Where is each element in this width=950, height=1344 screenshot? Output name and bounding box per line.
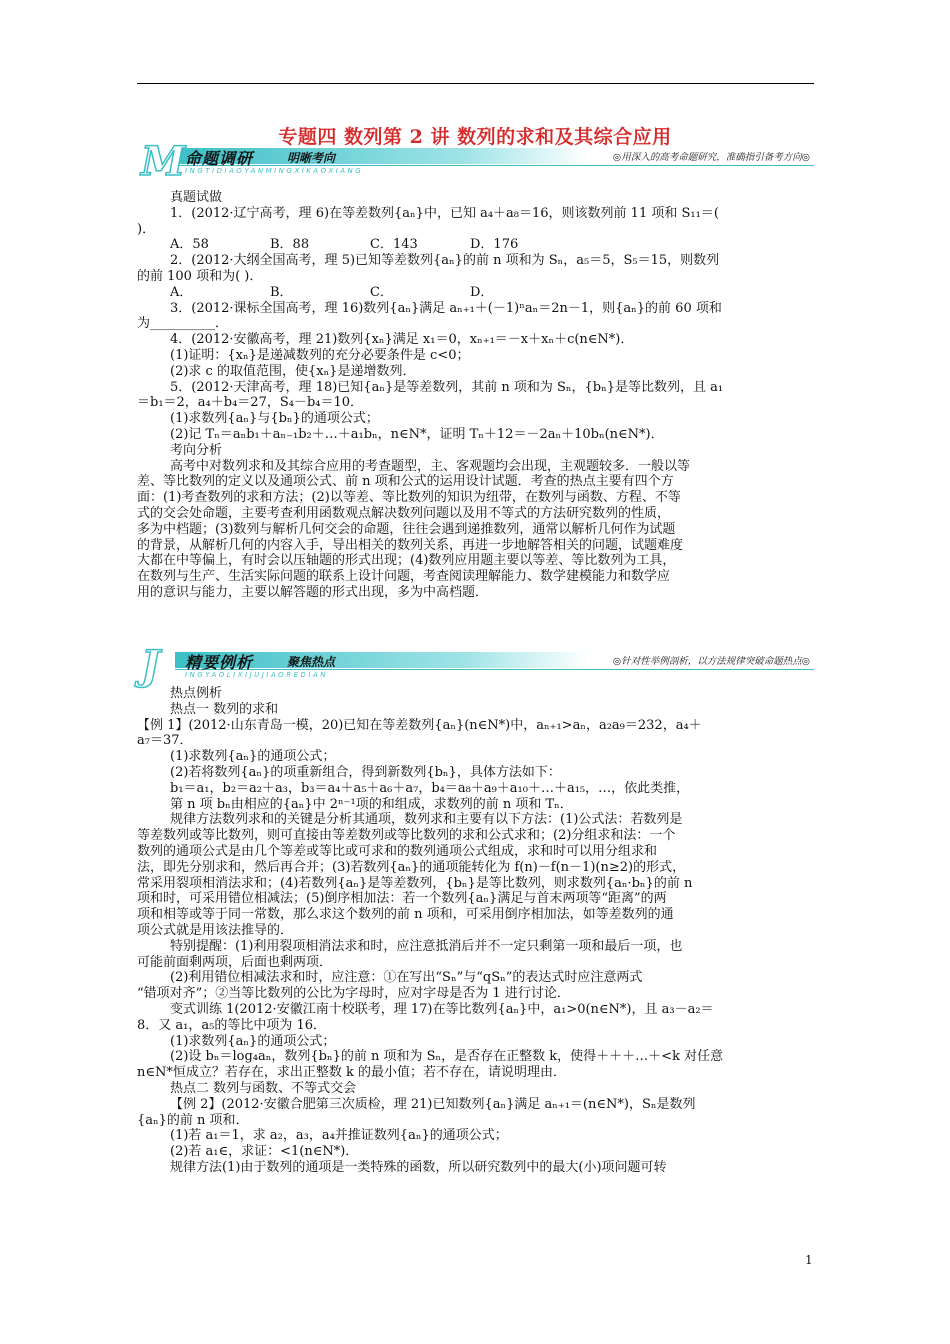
text-line: 3．(2012·课标全国高考，理 16)数列{aₙ}满足 aₙ₊₁＋(－1)ⁿaₙ＝2n－1，则{aₙ}的前 60 项和 [170,300,722,316]
text-line: (2)若 a₁∈，求证：<1(n∈N*)． [170,1144,359,1160]
banner-letter: J [141,642,160,689]
text-line: (2)记 Tₙ＝aₙb₁＋aₙ₋₁b₂＋…＋a₁bₙ，n∈N*，证明 Tₙ＋12＝－2aₙ＋10bₙ(n∈N*)． [170,426,664,442]
text-line: 真题试做 [170,190,223,205]
text-line: (2)求 c 的取值范围，使{xₙ}是递增数列． [170,363,416,379]
banner-underline [175,669,814,670]
text-line: 等差数列或等比数列，则可直接由等差数列或等比数列的求和公式求和；(2)分组求和法：一个 [137,828,676,844]
option-b: B． [270,284,293,300]
text-line: (1)求数列{aₙ}与{bₙ}的通项公式； [170,411,379,427]
text-line: 项和时，可采用错位相减法；(5)倒序相加法：若一个数列{aₙ}满足与首末两项等“距离”的两 [137,891,667,907]
text-line: 用的意识与能力，主要以解答题的形式出现，多为中高档题． [137,584,489,600]
text-line: 差、等比数列的定义以及通项公式、前 n 项和公式的运用设计试题．考查的热点主要有四个方 [137,474,674,490]
text-line: 高考中对数列求和及其综合应用的考查题型，主、客观题均会出现，主观题较多．一般以等 [170,458,691,474]
text-line: 热点例析 [170,686,223,701]
text-line: 多为中档题；(3)数列与解析几何交会的命题，往往会遇到递推数列，通常以解析几何作为试题 [137,521,676,537]
text-line: {aₙ}的前 n 项和． [137,1112,249,1128]
banner-letter: M [141,138,186,185]
text-line: ＝b₁＝2，a₄＋b₄＝27，S₄－b₄＝10． [137,395,364,411]
banner-underline [175,165,814,166]
header-rule [137,83,814,84]
text-line: (1)若 a₁＝1，求 a₂，a₃，a₄并推证数列{aₙ}的通项公式； [170,1128,508,1144]
banner-name: 精要例析 [185,653,254,672]
text-line: 2．(2012·大纲全国高考，理 5)已知等差数列{aₙ}的前 n 项和为 Sₙ，a₅＝5，S₅＝15，则数列 [170,253,720,269]
text-line: (1)求数列{aₙ}的通项公式； [170,749,336,765]
text-line: 变式训练 1(2012·安徽江南十校联考，理 17)在等比数列{aₙ}中，a₁>0(n∈N*)，且 a₃－a₂＝ [170,1001,714,1017]
text-line: (1)求数列{aₙ}的通项公式； [170,1033,336,1049]
page-title: 专题四 数列第 2 讲 数列的求和及其综合应用 [278,126,672,148]
option-a: A． [170,284,193,300]
option-d: D．176 [470,237,519,253]
page-number: 1 [805,1253,813,1267]
text-line: (2)利用错位相减法求和时，应注意：①在写出“Sₙ”与“qSₙ”的表达式时应注意两式 [170,970,643,986]
text-line: 的背景，从解析几何的内容入手，导出相关的数列关系，再进一步地解答相关的问题，试题难度 [137,537,684,553]
text-line: 为__________． [137,316,229,332]
banner-pinyin: INGYAOLIXIJUJIAOREDIAN [185,671,328,679]
banner-name: 命题调研 [185,149,254,168]
section-zhenti [137,190,814,601]
banner-note: ◎用深入的高考命题研究，准确指引备考方向◎ [612,152,810,163]
banner-mingti [137,138,814,185]
text-line: 在数列与生产、生活实际问题的联系上设计问题，考查阅读理解能力、数学建模能力和数学应 [137,569,671,585]
text-line: 8．又 a₁，a₅的等比中项为 16． [137,1017,327,1033]
text-line: 第 n 项 bₙ由相应的{aₙ}中 2ⁿ⁻¹项的和组成，求数列的前 n 项和 Tₙ． [170,796,573,812]
banner-subtitle: 明晰考向 [287,151,336,165]
option-c: C． [370,284,393,300]
section-redian [137,686,814,1176]
text-line: 热点二 数列与函数、不等式交会 [170,1080,357,1096]
text-line: 的前 100 项和为( )． [137,268,263,284]
option-a: A．58 [170,237,209,253]
text-line: 5．(2012·天津高考，理 18)已知{aₙ}是等差数列，其前 n 项和为 Sₙ，{bₙ}是等比数列，且 a₁ [170,379,724,395]
text-line: n∈N*恒成立？若存在，求出正整数 k 的最小值；若不存在，请说明理由． [137,1065,567,1081]
text-line: 数列的通项公式是由几个等差或等比或可求和的数列通项公式组成，求和时可以用分组求和 [137,843,658,859]
text-line: 1．(2012·辽宁高考，理 6)在等差数列{aₙ}中，已知 a₄＋a₈＝16，则该数列前 11 项和 S₁₁＝( [170,205,719,221]
text-line: 项公式就是用该法推导的． [137,922,294,938]
text-line: 大都在中等偏上，有时会以压轴题的形式出现；(4)数列应用题主要以等差、等比数列为工具， [137,553,676,569]
text-line: 规律方法(1)由于数列的通项是一类特殊的函数，所以研究数列中的最大(小)项问题可转 [170,1159,667,1175]
text-line: 项和相等或等于同一常数，那么求这个数列的前 n 项和，可采用倒序相加法，如等差数列的通 [137,907,674,923]
text-line: 考向分析 [170,442,223,458]
text-line: (1)证明：{xₙ}是递减数列的充分必要条件是 c<0； [170,347,470,363]
text-line: 式的交会处命题，主要考查利用函数观点解决数列问题以及用不等式的方法研究数列的性质， [137,505,671,521]
text-line: a₇＝37． [137,733,193,749]
text-line: 法，即先分别求和，然后再合并；(3)若数列{aₙ}的通项能转化为 f(n)－f(n－1)(n≥2)的形式， [137,859,686,875]
text-line: “错项对齐”；②当等比数列的公比为字母时，应对字母是否为 1 进行讨论． [137,986,570,1002]
text-line: )． [137,221,156,237]
text-line: 常采用裂项相消法求和；(4)若数列{aₙ}是等差数列，{bₙ}是等比数列，则求数列{aₙ·bₙ}的前 n [137,875,693,891]
text-line: 可能前面剩两项，后面也剩两项． [137,954,333,970]
text-line: b₁＝a₁，b₂＝a₂＋a₃，b₃＝a₄＋a₅＋a₆＋a₇，b₄＝a₈＋a₉＋a₁₀＋…＋a₁₅，…，依此类推， [170,780,690,796]
text-line: (2)若将数列{aₙ}的项重新组合，得到新数列{bₙ}，具体方法如下： [170,764,561,780]
text-line: (2)设 bₙ＝log₄aₙ，数列{bₙ}的前 n 项和为 Sₙ，是否存在正整数 k，使得＋＋＋…＋<k 对任意 [170,1049,724,1065]
text-line: 面：(1)考查数列的求和方法；(2)以等差、等比数列的知识为纽带，在数列与函数、方程、不等 [137,490,681,506]
banner-pinyin: INGTIDIAOYANMINGXIKAOXIANG [185,167,364,175]
text-line: 特别提醒：(1)利用裂项相消法求和时，应注意抵消后并不一定只剩第一项和最后一项，也 [170,938,683,954]
text-line: 【例 1】(2012·山东青岛一模，20)已知在等差数列{aₙ}(n∈N*)中，aₙ₊₁>aₙ，a₂a₉＝232，a₄＋ [137,717,702,733]
option-c: C．143 [370,237,418,253]
text-line: 规律方法数列求和的关键是分析其通项，数列求和主要有以下方法：(1)公式法：若数列是 [170,812,683,828]
banner-jingyao [137,642,814,689]
option-d: D． [470,284,494,300]
text-line: 热点一 数列的求和 [170,701,279,717]
text-line: 4．(2012·安徽高考，理 21)数列{xₙ}满足 x₁＝0，xₙ₊₁＝－x＋xₙ＋c(n∈N*)． [170,332,634,348]
options-row [137,285,814,301]
options-row [137,237,814,253]
banner-subtitle: 聚焦热点 [287,655,336,669]
text-line: 【例 2】(2012·安徽合肥第三次质检，理 21)已知数列{aₙ}满足 aₙ₊₁＝(n∈N*)，Sₙ是数列 [170,1096,696,1112]
banner-note: ◎针对性举例剖析，以方法规律突破命题热点◎ [612,656,810,667]
option-b: B．88 [270,237,310,253]
